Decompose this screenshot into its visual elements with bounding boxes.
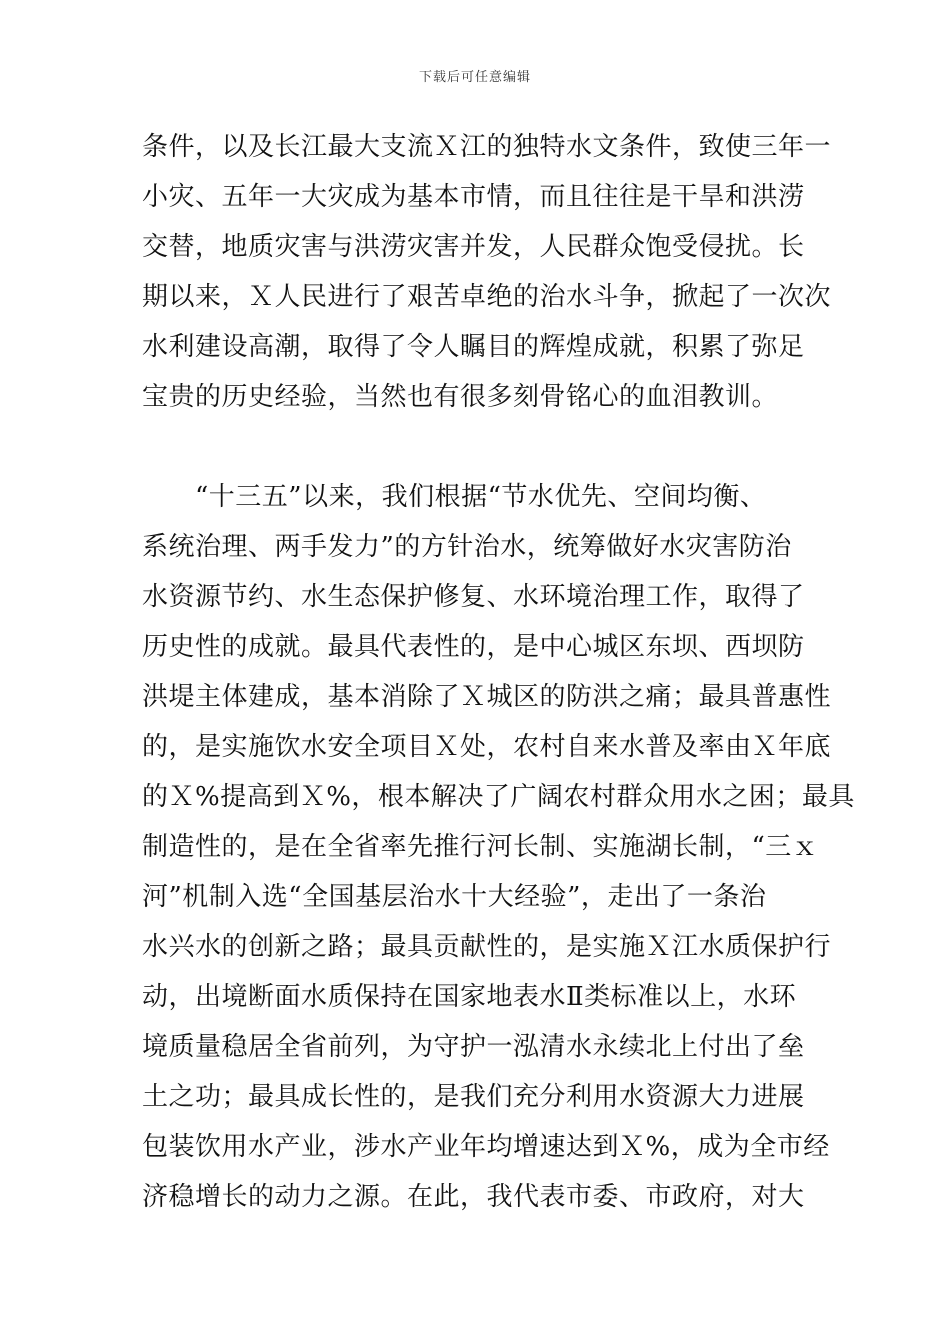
text-line: 的，是实施饮水安全项目Ｘ处，农村自来水普及率由Ｘ年底 [142,732,832,762]
paragraph-1 [142,122,832,422]
text-line: 水兴水的创新之路；最具贡献性的，是实施Ｘ江水质保护行 [142,932,832,962]
text-line: 系统治理、两手发力”的方针治水，统筹做好水灾害防治 [142,532,792,562]
text-line: “十三五”以来，我们根据“节水优先、空间均衡、 [142,482,767,512]
text-line: 水利建设高潮，取得了令人瞩目的辉煌成就，积累了弥足 [142,332,805,362]
text-line: 济稳增长的动力之源。在此，我代表市委、市政府，对大 [142,1182,805,1212]
text-line: 动，出境断面水质保持在国家地表水Ⅱ类标准以上，水环 [142,982,797,1012]
text-line: 小灾、五年一大灾成为基本市情，而且往往是干旱和洪涝 [142,182,805,212]
text-line: 条件，以及长江最大支流Ｘ江的独特水文条件，致使三年一 [142,132,832,162]
text-line: 的Ｘ%提高到Ｘ%，根本解决了广阔农村群众用水之困；最具 [142,782,855,812]
text-line: 水资源节约、水生态保护修复、水环境治理工作，取得了 [142,582,805,612]
text-line: 包装饮用水产业，涉水产业年均增速达到Ｘ%，成为全市经 [142,1132,830,1162]
text-line: 河”机制入选“全国基层治水十大经验”，走出了一条治 [142,882,767,912]
header-note: 下载后可任意编辑 [418,70,531,85]
text-line: 土之功；最具成长性的，是我们充分利用水资源大力进展 [142,1082,805,1112]
text-line: 境质量稳居全省前列，为守护一泓清水永续北上付出了垒 [142,1032,805,1062]
text-line: 洪堤主体建成，基本消除了Ｘ城区的防洪之痛；最具普惠性 [142,682,832,712]
text-line: 制造性的，是在全省率先推行河长制、实施湖长制，“三ｘ [142,832,819,862]
paragraph-2 [142,472,855,1222]
text-line: 历史性的成就。最具代表性的，是中心城区东坝、西坝防 [142,632,805,662]
text-line: 交替，地质灾害与洪涝灾害并发，人民群众饱受侵扰。长 [142,232,805,262]
text-line: 宝贵的历史经验，当然也有很多刻骨铭心的血泪教训。 [142,382,779,412]
text-line: 期以来，Ｘ人民进行了艰苦卓绝的治水斗争，掀起了一次次 [142,282,832,312]
